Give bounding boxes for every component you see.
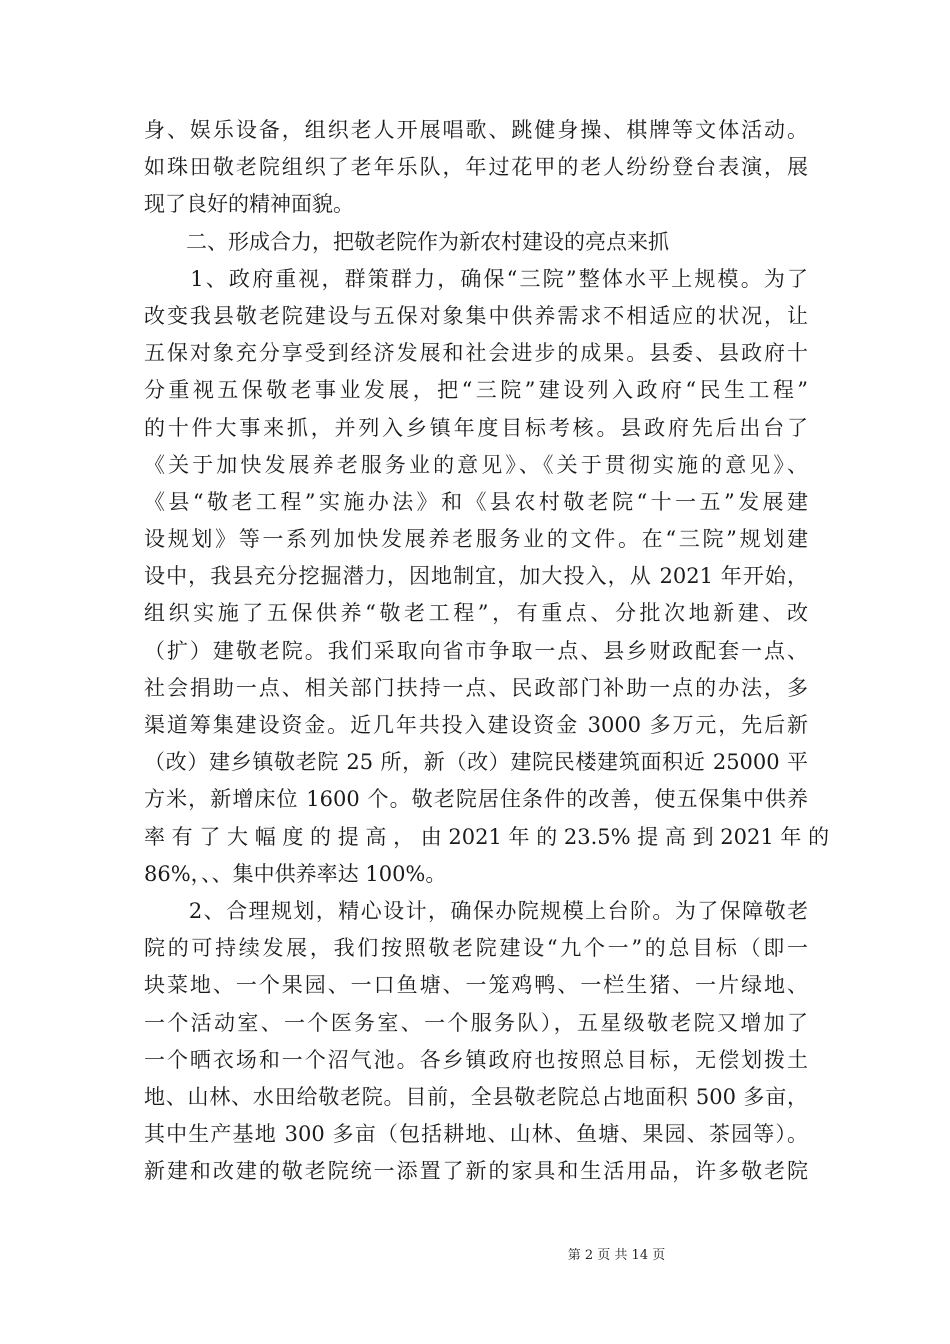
text-line: 分重视五保敬老事业发展，把“三院”建设列入政府“民生工程” xyxy=(144,378,808,403)
body-text xyxy=(144,112,830,1190)
text-line: 86%，、、集中供养率达 100%。 xyxy=(144,861,447,886)
section-heading: 二、形成合力，把敬老院作为新农村建设的亮点来抓 xyxy=(144,229,669,254)
text-line: 2、合理规划，精心设计，确保办院规模上台阶。为了保障敬老 xyxy=(144,898,808,923)
text-line: 渠道筹集建设资金。近几年共投入建设资金 3000 多万元，先后新 xyxy=(144,713,808,737)
text-line: 率 有 了 大 幅 度 的 提 高 ， 由 2021 年 的 23.5% 提 高 到 2021 年 的 xyxy=(144,824,830,849)
page-number: 第 2 页 共 14 页 xyxy=(567,1248,666,1263)
text-line: 五保对象充分享受到经济发展和社会进步的成果。县委、县政府十 xyxy=(144,341,808,366)
text-line: 的十件大事来抓，并列入乡镇年度目标考核。县政府先后出台了 xyxy=(144,415,808,440)
text-line: 设规划》等一系列加快发展养老服务业的文件。在“三院”规划建 xyxy=(144,527,808,552)
text-line: 一个晒衣场和一个沼气池。各乡镇政府也按照总目标，无偿划拨土 xyxy=(144,1047,808,1072)
text-line: 方米，新增床位 1600 个。敬老院居住条件的改善，使五保集中供养 xyxy=(144,787,808,812)
text-line: 改变我县敬老院建设与五保对象集中供养需求不相适应的状况，让 xyxy=(144,303,808,328)
text-line: 如珠田敬老院组织了老年乐队，年过花甲的老人纷纷登台表演，展 xyxy=(144,155,808,180)
text-line: 新建和改建的敬老院统一添置了新的家具和生活用品，许多敬老院 xyxy=(144,1159,808,1184)
text-line: 《关于加快发展养老服务业的意见》、《关于贯彻实施的意见》、 xyxy=(144,452,808,477)
text-line: 《县“敬老工程”实施办法》和《县农村敬老院“十一五”发展建 xyxy=(144,489,808,514)
text-line: （扩）建敬老院。我们采取向省市争取一点、县乡财政配套一点、 xyxy=(144,638,808,663)
text-line: 设中，我县充分挖掘潜力，因地制宜，加大投入，从 2021 年开始， xyxy=(144,564,808,589)
text-line: 块菜地、一个果园、一口鱼塘、一笼鸡鸭、一栏生猪、一片绿地、 xyxy=(144,973,808,998)
text-line: 院的可持续发展，我们按照敬老院建设“九个一”的总目标（即一 xyxy=(144,936,808,961)
text-line: 其中生产基地 300 多亩（包括耕地、山林、鱼塘、果园、茶园等）。 xyxy=(144,1122,808,1147)
text-line: （改）建乡镇敬老院 25 所，新（改）建院民楼建筑面积近 25000 平 xyxy=(144,750,808,775)
text-line: 1、政府重视，群策群力，确保“三院”整体水平上规模。为了 xyxy=(144,266,808,291)
text-line: 一个活动室、一个医务室、一个服务队），五星级敬老院又增加了 xyxy=(144,1010,808,1035)
text-line: 组织实施了五保供养“敬老工程”，有重点、分批次地新建、改 xyxy=(144,601,808,626)
text-line: 身、娱乐设备，组织老人开展唱歌、跳健身操、棋牌等文体活动。 xyxy=(144,118,808,142)
text-line: 社会捐助一点、相关部门扶持一点、民政部门补助一点的办法，多 xyxy=(144,675,808,700)
text-line: 地、山林、水田给敬老院。目前，全县敬老院总占地面积 500 多亩， xyxy=(144,1084,808,1109)
text-line: 现了良好的精神面貌。 xyxy=(144,192,354,217)
